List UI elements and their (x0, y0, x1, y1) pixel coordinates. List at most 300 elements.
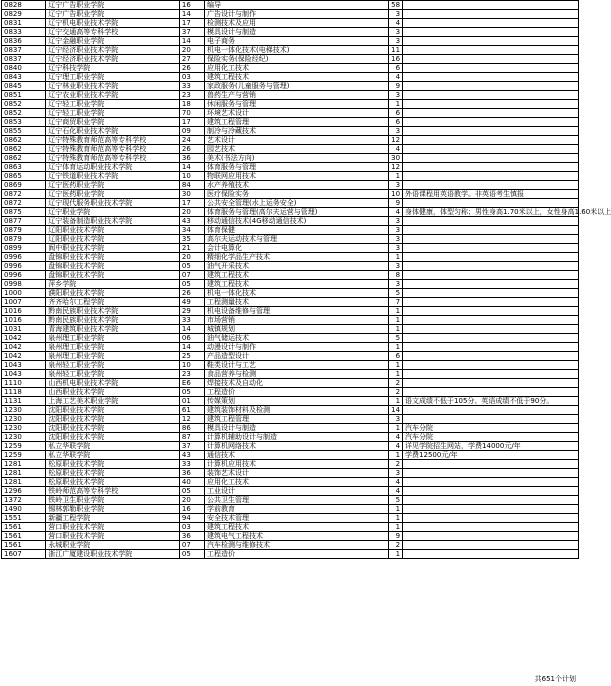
table-row (2, 460, 579, 469)
institution-name-cell: 辽宁科技学院 (46, 64, 180, 73)
remark-cell (403, 109, 579, 118)
major-code-cell: 06 (179, 334, 204, 343)
plan-count-cell: 3 (388, 244, 402, 253)
plan-count-cell: 16 (388, 55, 402, 64)
plan-count-cell: 4 (388, 442, 402, 451)
major-code-cell: 23 (179, 91, 204, 100)
institution-name-cell: 浙江广厦建设职业技术学院 (46, 550, 180, 559)
remark-cell (403, 298, 579, 307)
remark-cell (403, 10, 579, 19)
institution-code-cell: 1000 (2, 289, 46, 298)
institution-code-cell: 0996 (2, 271, 46, 280)
plan-count-cell: 9 (388, 82, 402, 91)
remark-cell (403, 37, 579, 46)
major-code-cell: 70 (179, 109, 204, 118)
major-code-cell: 16 (179, 1, 204, 10)
institution-code-cell: 1230 (2, 433, 46, 442)
major-name-cell: 体育保健 (205, 226, 389, 235)
major-code-cell: 05 (179, 550, 204, 559)
major-code-cell: 20 (179, 253, 204, 262)
major-name-cell: 建筑工程技术 (205, 73, 389, 82)
remark-cell (403, 82, 579, 91)
institution-code-cell: 1281 (2, 478, 46, 487)
institution-code-cell: 0836 (2, 37, 46, 46)
plan-count-cell: 5 (388, 289, 402, 298)
major-code-cell: 05 (179, 280, 204, 289)
table-row (2, 316, 579, 325)
plan-count-cell: 4 (388, 145, 402, 154)
major-code-cell: 37 (179, 28, 204, 37)
major-code-cell: 20 (179, 46, 204, 55)
institution-name-cell: 铁岭师范高等专科学校 (46, 487, 180, 496)
remark-cell (403, 217, 579, 226)
institution-name-cell: 盘锦职业技术学院 (46, 253, 180, 262)
table-row (2, 469, 579, 478)
plan-count-cell: 3 (388, 235, 402, 244)
table-row (2, 253, 579, 262)
table-row (2, 415, 579, 424)
remark-cell (403, 406, 579, 415)
remark-cell (403, 64, 579, 73)
institution-name-cell: 沈阳职业技术学院 (46, 424, 180, 433)
major-code-cell: 37 (179, 442, 204, 451)
plan-count-cell: 1 (388, 370, 402, 379)
institution-name-cell: 山西职业技术学院 (46, 388, 180, 397)
institution-code-cell: 1561 (2, 523, 46, 532)
table-row (2, 163, 579, 172)
major-code-cell: 07 (179, 271, 204, 280)
major-name-cell: 工程测量技术 (205, 298, 389, 307)
table-row (2, 298, 579, 307)
remark-cell (403, 361, 579, 370)
remark-cell (403, 325, 579, 334)
institution-name-cell: 辽宁医药职业学院 (46, 181, 180, 190)
remark-cell (403, 514, 579, 523)
major-code-cell: 18 (179, 100, 204, 109)
plan-count-cell: 9 (388, 199, 402, 208)
institution-name-cell: 锡林郭勒职业学院 (46, 505, 180, 514)
table-row (2, 487, 579, 496)
institution-code-cell: 1296 (2, 487, 46, 496)
plan-count-cell: 14 (388, 406, 402, 415)
table-row (2, 505, 579, 514)
remark-cell (403, 343, 579, 352)
plan-count-cell: 7 (388, 298, 402, 307)
institution-code-cell: 0828 (2, 1, 46, 10)
institution-name-cell: 辽宁特殊教育师范高等专科学校 (46, 145, 180, 154)
plan-count-cell: 9 (388, 532, 402, 541)
major-code-cell: 21 (179, 244, 204, 253)
major-code-cell: 26 (179, 64, 204, 73)
plan-count-cell: 3 (388, 469, 402, 478)
table-row (2, 397, 579, 406)
table-row (2, 136, 579, 145)
institution-name-cell: 铁岭卫生职业学院 (46, 496, 180, 505)
table-row (2, 478, 579, 487)
institution-name-cell: 辽阳职业技术学院 (46, 235, 180, 244)
institution-name-cell: 辽宁职业学院 (46, 208, 180, 217)
plan-count-cell: 3 (388, 262, 402, 271)
table-row (2, 496, 579, 505)
plan-count-cell: 1 (388, 361, 402, 370)
major-name-cell: 食品营养与检测 (205, 370, 389, 379)
major-name-cell: 模具设计与制造 (205, 424, 389, 433)
remark-cell (403, 163, 579, 172)
table-row (2, 442, 579, 451)
institution-code-cell: 0862 (2, 154, 46, 163)
plan-count-cell: 6 (388, 352, 402, 361)
table-row (2, 514, 579, 523)
major-name-cell: 休闲服务与管理 (205, 100, 389, 109)
institution-name-cell: 泉州理工职业学院 (46, 334, 180, 343)
major-name-cell: 工程造价 (205, 550, 389, 559)
plan-count-cell: 30 (388, 154, 402, 163)
remark-cell (403, 91, 579, 100)
institution-code-cell: 1490 (2, 505, 46, 514)
major-name-cell: 工业设计 (205, 487, 389, 496)
plan-count-cell: 1 (388, 451, 402, 460)
institution-code-cell: 1259 (2, 442, 46, 451)
remark-cell: 汽车分院 (403, 424, 579, 433)
plan-count-cell: 3 (388, 127, 402, 136)
major-code-cell: 14 (179, 163, 204, 172)
table-row (2, 64, 579, 73)
major-code-cell: 14 (179, 37, 204, 46)
major-code-cell: 23 (179, 370, 204, 379)
major-name-cell: 油气储运技术 (205, 334, 389, 343)
plan-count-cell: 2 (388, 541, 402, 550)
institution-name-cell: 辽宁轻工职业学院 (46, 109, 180, 118)
major-code-cell: 14 (179, 10, 204, 19)
major-name-cell: 计算机辅助设计与制造 (205, 433, 389, 442)
major-name-cell: 计算机网络技术 (205, 442, 389, 451)
major-name-cell: 装饰艺术设计 (205, 469, 389, 478)
major-code-cell: 14 (179, 343, 204, 352)
remark-cell (403, 46, 579, 55)
institution-name-cell: 私立华联学院 (46, 451, 180, 460)
plan-count-cell: 11 (388, 46, 402, 55)
major-name-cell: 体育服务与管理 (205, 163, 389, 172)
major-code-cell: 43 (179, 451, 204, 460)
table-row (2, 154, 579, 163)
remark-cell (403, 1, 579, 10)
institution-code-cell: 0833 (2, 28, 46, 37)
table-row (2, 28, 579, 37)
major-name-cell: 焊接技术及自动化 (205, 379, 389, 388)
table-row (2, 433, 579, 442)
major-code-cell: 86 (179, 424, 204, 433)
major-code-cell: 33 (179, 82, 204, 91)
institution-code-cell: 0879 (2, 226, 46, 235)
institution-name-cell: 新疆工程学院 (46, 514, 180, 523)
institution-name-cell: 辽宁林业职业技术学院 (46, 82, 180, 91)
major-name-cell: 精细化学品生产技术 (205, 253, 389, 262)
institution-name-cell: 辽宁机电职业技术学院 (46, 19, 180, 28)
table-row (2, 19, 579, 28)
institution-name-cell: 辽宁医药职业学院 (46, 190, 180, 199)
major-name-cell: 安全技术管理 (205, 514, 389, 523)
remark-cell (403, 505, 579, 514)
plan-count-cell: 12 (388, 136, 402, 145)
major-code-cell: 17 (179, 118, 204, 127)
major-code-cell: 35 (179, 235, 204, 244)
table-row (2, 451, 579, 460)
plan-count-cell: 5 (388, 496, 402, 505)
institution-code-cell: 0853 (2, 118, 46, 127)
major-code-cell: 17 (179, 19, 204, 28)
institution-code-cell: 0996 (2, 262, 46, 271)
table-row (2, 199, 579, 208)
plan-count-cell: 1 (388, 325, 402, 334)
table-row (2, 334, 579, 343)
institution-name-cell: 营口职业技术学院 (46, 523, 180, 532)
major-name-cell: 市场营销 (205, 316, 389, 325)
major-code-cell: 17 (179, 199, 204, 208)
table-row (2, 244, 579, 253)
major-name-cell: 通信技术 (205, 451, 389, 460)
table-row (2, 100, 579, 109)
remark-cell (403, 316, 579, 325)
institution-name-cell: 辽宁交通高等专科学校 (46, 28, 180, 37)
institution-code-cell: 1230 (2, 406, 46, 415)
remark-cell (403, 550, 579, 559)
table-row (2, 82, 579, 91)
institution-code-cell: 0829 (2, 10, 46, 19)
table-row (2, 181, 579, 190)
major-name-cell: 水产养殖技术 (205, 181, 389, 190)
remark-cell (403, 478, 579, 487)
remark-cell: 学费12500元/年 (403, 451, 579, 460)
plan-count-cell: 4 (388, 433, 402, 442)
major-code-cell: 87 (179, 433, 204, 442)
plan-count-cell: 1 (388, 253, 402, 262)
table-row (2, 217, 579, 226)
institution-code-cell: 1551 (2, 514, 46, 523)
major-code-cell: 09 (179, 127, 204, 136)
major-code-cell: 26 (179, 289, 204, 298)
table-row (2, 190, 579, 199)
remark-cell (403, 226, 579, 235)
major-name-cell: 鞋类设计与工艺 (205, 361, 389, 370)
remark-cell: 身体健康，体型匀称；男性身高1.70米以上，女性身高1.60米以上 (403, 208, 579, 217)
major-name-cell: 高尔夫运动技术与管理 (205, 235, 389, 244)
major-code-cell: 36 (179, 469, 204, 478)
plan-count-cell: 1 (388, 397, 402, 406)
institution-code-cell: 1007 (2, 298, 46, 307)
institution-code-cell: 0855 (2, 127, 46, 136)
institution-name-cell: 辽宁轻工职业学院 (46, 100, 180, 109)
institution-name-cell: 辽宁广告职业学院 (46, 1, 180, 10)
remark-cell (403, 496, 579, 505)
institution-name-cell: 辽宁特殊教育师范高等专科学校 (46, 136, 180, 145)
major-code-cell: 03 (179, 523, 204, 532)
remark-cell (403, 460, 579, 469)
plan-count-cell: 3 (388, 226, 402, 235)
remark-cell (403, 55, 579, 64)
major-name-cell: 建筑工程技术 (205, 280, 389, 289)
plan-count-cell: 12 (388, 163, 402, 172)
institution-name-cell: 辽宁装备制造职业技术学院 (46, 217, 180, 226)
institution-code-cell: 1259 (2, 451, 46, 460)
plan-count-cell: 58 (388, 1, 402, 10)
major-name-cell: 学前教育 (205, 505, 389, 514)
major-code-cell: 84 (179, 181, 204, 190)
table-row (2, 55, 579, 64)
institution-name-cell: 辽宁特殊教育师范高等专科学校 (46, 154, 180, 163)
major-code-cell: 36 (179, 154, 204, 163)
institution-name-cell: 盘锦职业技术学院 (46, 271, 180, 280)
institution-name-cell: 泉州理工职业学院 (46, 343, 180, 352)
major-name-cell: 体育服务与管理(高尔夫运营与管理) (205, 208, 389, 217)
remark-cell (403, 352, 579, 361)
major-name-cell: 家政服务(儿童服务与管理) (205, 82, 389, 91)
institution-name-cell: 青海建筑职业技术学院 (46, 325, 180, 334)
table-row (2, 541, 579, 550)
plan-count-cell: 1 (388, 307, 402, 316)
major-name-cell: 移动通信技术(4G移动通信技术) (205, 217, 389, 226)
major-name-cell: 油气开采技术 (205, 262, 389, 271)
major-code-cell: E6 (179, 379, 204, 388)
major-name-cell: 电子商务 (205, 37, 389, 46)
remark-cell (403, 262, 579, 271)
total-plan-count: 共651个计划 (534, 675, 576, 683)
table-row (2, 271, 579, 280)
major-name-cell: 检测技术及应用 (205, 19, 389, 28)
major-code-cell: 14 (179, 325, 204, 334)
major-name-cell: 机电一体化技术(电梯技术) (205, 46, 389, 55)
institution-name-cell: 辽宁经济职业技术学院 (46, 46, 180, 55)
remark-cell (403, 100, 579, 109)
institution-code-cell: 0845 (2, 82, 46, 91)
remark-cell (403, 388, 579, 397)
table-row (2, 532, 579, 541)
plan-count-cell: 3 (388, 217, 402, 226)
institution-code-cell: 1118 (2, 388, 46, 397)
remark-cell (403, 19, 579, 28)
institution-name-cell: 辽宁理工职业学院 (46, 73, 180, 82)
table-row (2, 109, 579, 118)
institution-name-cell: 辽宁经济职业技术学院 (46, 55, 180, 64)
institution-code-cell: 0865 (2, 172, 46, 181)
plan-count-cell: 3 (388, 181, 402, 190)
institution-code-cell: 0872 (2, 199, 46, 208)
major-code-cell: 20 (179, 496, 204, 505)
major-name-cell: 建筑电气工程技术 (205, 532, 389, 541)
remark-cell (403, 145, 579, 154)
plan-count-cell: 4 (388, 19, 402, 28)
institution-code-cell: 0837 (2, 46, 46, 55)
major-code-cell: 12 (179, 415, 204, 424)
table-row (2, 550, 579, 559)
institution-name-cell: 辽宁农业职业技术学院 (46, 91, 180, 100)
table-row (2, 307, 579, 316)
major-code-cell: 49 (179, 298, 204, 307)
institution-name-cell: 濮阳职业技术学院 (46, 289, 180, 298)
institution-name-cell: 山西机电职业技术学院 (46, 379, 180, 388)
table-row (2, 208, 579, 217)
major-name-cell: 计算机应用技术 (205, 460, 389, 469)
table-row (2, 325, 579, 334)
major-name-cell: 美术(书法方向) (205, 154, 389, 163)
remark-cell (403, 271, 579, 280)
remark-cell (403, 370, 579, 379)
remark-cell (403, 154, 579, 163)
table-row (2, 127, 579, 136)
institution-name-cell: 松原职业技术学院 (46, 478, 180, 487)
institution-code-cell: 0862 (2, 136, 46, 145)
major-code-cell: 33 (179, 316, 204, 325)
table-row (2, 226, 579, 235)
major-code-cell: 25 (179, 352, 204, 361)
major-name-cell: 建筑工程管理 (205, 415, 389, 424)
institution-code-cell: 0996 (2, 253, 46, 262)
major-name-cell: 机电一体化技术 (205, 289, 389, 298)
remark-cell (403, 136, 579, 145)
institution-code-cell: 0851 (2, 91, 46, 100)
institution-code-cell: 1043 (2, 370, 46, 379)
major-code-cell: 29 (179, 307, 204, 316)
major-code-cell: 10 (179, 361, 204, 370)
remark-cell (403, 28, 579, 37)
major-code-cell: 24 (179, 136, 204, 145)
major-code-cell: 36 (179, 532, 204, 541)
table-row (2, 37, 579, 46)
major-code-cell: 01 (179, 397, 204, 406)
table-row (2, 280, 579, 289)
institution-code-cell: 1230 (2, 424, 46, 433)
institution-code-cell: 0875 (2, 208, 46, 217)
institution-name-cell: 黔南民族职业技术学院 (46, 307, 180, 316)
table-row (2, 361, 579, 370)
plan-count-cell: 1 (388, 316, 402, 325)
major-name-cell: 环境艺术设计 (205, 109, 389, 118)
major-name-cell: 公共安全管理(水上运务安全) (205, 199, 389, 208)
enrollment-plan-table (1, 0, 611, 559)
institution-code-cell: 0998 (2, 280, 46, 289)
table-row (2, 424, 579, 433)
remark-cell (403, 532, 579, 541)
plan-count-cell: 2 (388, 379, 402, 388)
remark-cell (403, 379, 579, 388)
major-code-cell: 03 (179, 73, 204, 82)
major-name-cell: 园艺技术 (205, 145, 389, 154)
remark-cell (403, 118, 579, 127)
institution-code-cell: 0862 (2, 145, 46, 154)
plan-count-cell: 2 (388, 460, 402, 469)
institution-name-cell: 上海工艺美术职业学院 (46, 397, 180, 406)
institution-name-cell: 泉州理工职业学院 (46, 352, 180, 361)
major-code-cell: 94 (179, 514, 204, 523)
major-code-cell: 43 (179, 217, 204, 226)
institution-code-cell: 1016 (2, 307, 46, 316)
plan-count-cell: 1 (388, 523, 402, 532)
major-code-cell: 34 (179, 226, 204, 235)
institution-code-cell: 1131 (2, 397, 46, 406)
plan-count-cell: 4 (388, 478, 402, 487)
institution-code-cell: 1281 (2, 460, 46, 469)
remark-cell (403, 289, 579, 298)
plan-count-cell: 3 (388, 28, 402, 37)
major-code-cell: 33 (179, 460, 204, 469)
remark-cell (403, 127, 579, 136)
plan-count-cell: 6 (388, 64, 402, 73)
institution-code-cell: 1281 (2, 469, 46, 478)
institution-name-cell: 营口职业技术学院 (46, 532, 180, 541)
table-row (2, 388, 579, 397)
major-name-cell: 城镇规划 (205, 325, 389, 334)
institution-name-cell: 私立华联学院 (46, 442, 180, 451)
institution-code-cell: 0899 (2, 244, 46, 253)
